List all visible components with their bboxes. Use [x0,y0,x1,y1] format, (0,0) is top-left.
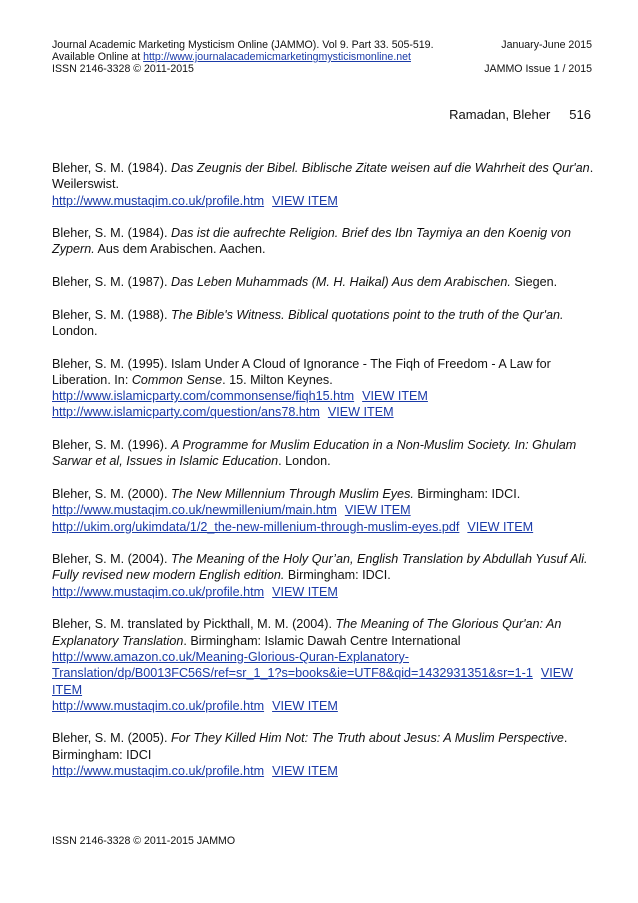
reference-author-year: Bleher, S. M. (1984). [52,226,171,241]
reference-publisher: . 15. Milton Keynes. [222,372,333,387]
reference-publisher: Siegen. [510,275,558,290]
view-item-link[interactable]: VIEW ITEM [272,193,338,208]
reference-entry [52,437,597,470]
reference-citation [52,356,597,389]
reference-url-link[interactable]: http://www.amazon.co.uk/Meaning-Glorious-Quran-Explanatory-Translation/dp/B0013FC56S/ref=sr_1_1?s=books&ie=UTF8&qid=1432931351&sr=1-1 [52,649,533,681]
reference-title: For They Killed Him Not: The Truth about Jesus: A Muslim Perspective [171,731,564,746]
header-availability [52,51,592,63]
view-item-link[interactable]: VIEW ITEM [467,519,534,534]
reference-citation [52,274,597,290]
reference-citation [52,160,597,193]
reference-author-year: Bleher, S. M. (2000). [52,486,171,501]
view-item-link[interactable]: VIEW ITEM [327,405,394,420]
reference-citation [52,616,597,649]
reference-citation [52,486,597,502]
header-issn: ISSN 2146-3328 © 2011-2015 [52,63,194,75]
reference-entry [52,730,597,779]
reference-entry [52,307,597,340]
reference-author-year: Bleher, S. M. (1996). [52,438,171,453]
reference-author-year: Bleher, S. M. (1987). [52,275,171,290]
reference-entry [52,356,597,421]
reference-link-line [52,763,597,779]
reference-citation [52,437,597,470]
view-item-link[interactable]: VIEW ITEM [344,503,411,518]
reference-entry [52,225,597,258]
reference-url-link[interactable]: http://www.islamicparty.com/commonsense/fiqh15.htm [52,389,355,404]
reference-publisher: . Weilerswist. [52,161,594,192]
header-available-label: Available Online at [52,51,144,63]
reference-link-line [52,698,597,714]
reference-list [52,160,597,796]
reference-link-line [52,388,597,404]
reference-publisher: Birmingham: IDCI. [284,568,391,583]
journal-header [52,39,592,51]
reference-publisher: London. [52,323,98,338]
reference-entry [52,160,597,209]
reference-url-link[interactable]: http://www.mustaqim.co.uk/profile.htm [52,584,265,599]
reference-url-link[interactable]: http://www.mustaqim.co.uk/profile.htm [52,193,265,208]
reference-entry [52,616,597,714]
reference-link-line [52,502,597,518]
reference-publisher: Birmingham: IDCI. [413,486,521,501]
view-item-link[interactable]: VIEW ITEM [362,389,428,404]
header-issue: JAMMO Issue 1 / 2015 [484,63,592,75]
reference-link-line [52,519,597,535]
view-item-link[interactable]: VIEW ITEM [272,584,338,599]
reference-title: The New Millennium Through Muslim Eyes. [171,486,414,501]
running-head-authors: Ramadan, Bleher [449,107,551,122]
reference-entry [52,551,597,600]
reference-link-line [52,584,597,600]
page-footer: ISSN 2146-3328 © 2011-2015 JAMMO [52,835,236,847]
view-item-link[interactable]: VIEW ITEM [272,698,338,713]
reference-publisher: . Birmingham: Islamic Dawah Centre International [183,633,461,648]
reference-entry [52,486,597,535]
reference-author-year: Bleher, S. M. (1995). Islam Under A Cloud of Ignorance - The Fiqh of Freedom - A Law for Liberation. In: [52,356,551,387]
page-number: 516 [569,107,591,122]
reference-link-line [52,649,597,698]
reference-url-link[interactable]: http://www.mustaqim.co.uk/profile.htm [52,698,265,713]
reference-title: A Programme for Muslim Education in a Non-Muslim Society. In: Ghulam Sarwar et al, Issues in Islamic Education [52,438,577,469]
reference-title: The Meaning of The Glorious Qur'an: An Explanatory Translation [52,617,562,648]
reference-title: Das Leben Muhammads (M. H. Haikal) Aus dem Arabischen. [171,275,511,290]
reference-title: The Bible's Witness. Biblical quotations point to the truth of the Qur'an. [171,307,564,322]
reference-publisher: . Birmingham: IDCI [52,731,568,762]
header-issn-row [52,63,592,75]
reference-entry [52,274,597,290]
reference-citation [52,225,597,258]
reference-title: Das Zeugnis der Bibel. Biblische Zitate weisen auf die Wahrheit des Qur'an [171,161,590,175]
reference-publisher: . London. [278,454,331,469]
header-journal-info: Journal Academic Marketing Mysticism Online (JAMMO). Vol 9. Part 33. 505-519. [52,39,434,51]
reference-author-year: Bleher, S. M. (1988). [52,307,171,322]
view-item-link[interactable]: VIEW ITEM [272,763,338,778]
reference-author-year: Bleher, S. M. (2005). [52,731,171,746]
reference-url-link[interactable]: http://www.islamicparty.com/question/ans78.htm [52,405,320,420]
header-journal-link[interactable]: http://www.journalacademicmarketingmysticismonline.net [143,51,411,63]
reference-publisher: Aus dem Arabischen. Aachen. [94,242,266,257]
reference-link-line [52,404,597,420]
reference-link-line [52,193,597,209]
reference-title: Common Sense [131,372,223,387]
reference-title: Das ist die aufrechte Religion. Brief des Ibn Taymiya an den Koenig von Zypern. [52,226,571,257]
reference-author-year: Bleher, S. M. (2004). [52,552,171,567]
reference-url-link[interactable]: http://www.mustaqim.co.uk/profile.htm [52,763,265,778]
header-date: January-June 2015 [501,39,592,51]
reference-url-link[interactable]: http://www.mustaqim.co.uk/newmillenium/main.htm [52,503,337,518]
running-head [449,107,591,122]
reference-title: The Meaning of the Holy Qur’an, English Translation by Abdullah Yusuf Ali. Fully revised new modern English edition. [52,552,588,583]
reference-citation [52,307,597,340]
reference-citation [52,730,597,763]
reference-author-year: Bleher, S. M. translated by Pickthall, M. M. (2004). [52,617,336,632]
reference-author-year: Bleher, S. M. (1984). [52,161,171,175]
reference-url-link[interactable]: http://ukim.org/ukimdata/1/2_the-new-millenium-through-muslim-eyes.pdf [52,519,460,534]
reference-citation [52,551,597,584]
view-item-link[interactable]: VIEW ITEM [52,666,574,697]
